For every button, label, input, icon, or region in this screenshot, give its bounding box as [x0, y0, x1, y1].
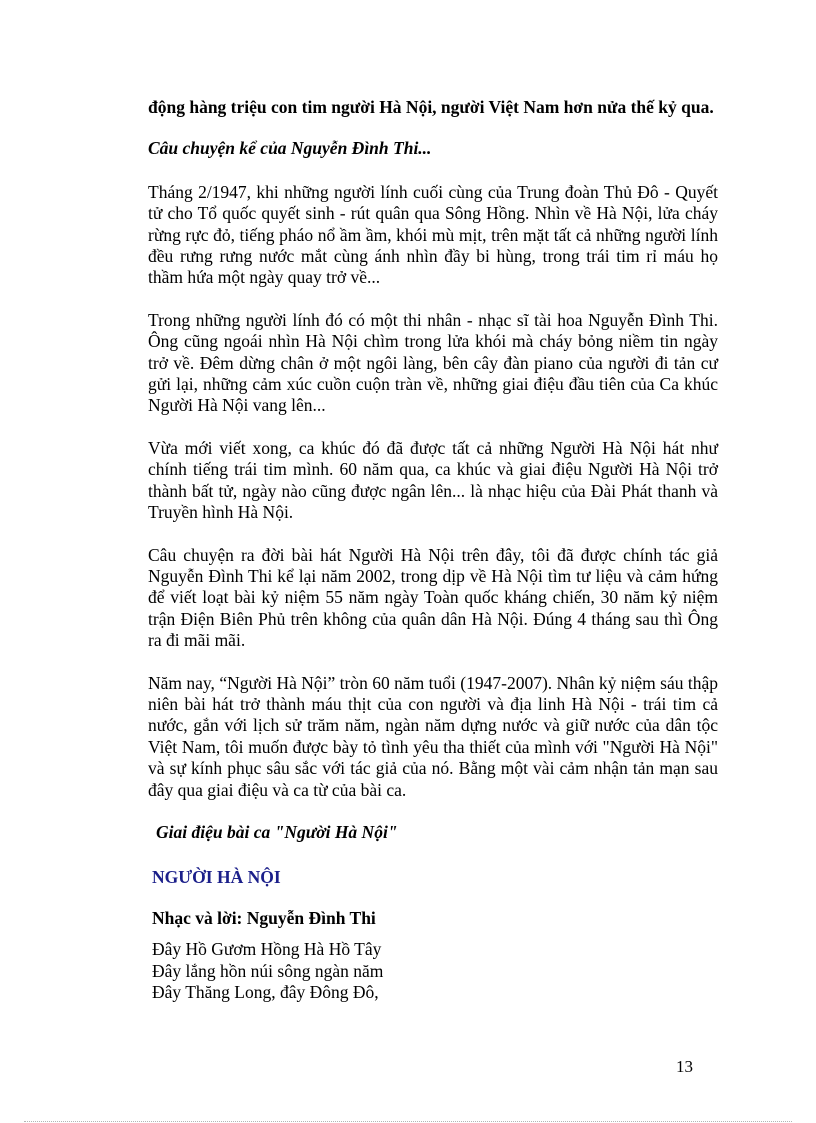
- paragraph: Câu chuyện ra đời bài hát Người Hà Nội trên đây, tôi đã được chính tác giả Nguyễn Đình Thi kể lại năm 2002, trong dịp về Hà Nội tìm tư liệu và cảm hứng để viết loạt bài kỷ niệm 55 năm ngày Toàn quốc kháng chiến, 30 năm kỷ niệm trận Điện Biên Phủ trên không của quân dân Hà Nội. Đúng 4 tháng sau thì Ông ra đi mãi mãi.: [148, 544, 718, 651]
- lyric-line: Đây lắng hồn núi sông ngàn năm: [152, 960, 384, 981]
- paragraph: Tháng 2/1947, khi những người lính cuối cùng của Trung đoàn Thủ Đô - Quyết tử cho Tổ quốc quyết sinh - rút quân qua Sông Hồng. Nhìn về Hà Nội, lửa cháy rừng rực đỏ, tiếng pháo nổ ầm ầm, khói mù mịt, trên mặt tất cả những người lính đều rưng rưng nước mắt cùng ánh nhìn đầy bi hùng, trong trái tim rỉ máu họ thầm hứa một ngày quay trở về...: [148, 181, 718, 288]
- intro-text: động hàng triệu con tim người Hà Nội, người Việt Nam hơn nửa thế kỷ qua.: [148, 97, 714, 117]
- song-lyrics: [152, 939, 718, 1003]
- story-heading: Câu chuyện kể của Nguyễn Đình Thi...: [148, 138, 432, 159]
- paragraph: Vừa mới viết xong, ca khúc đó đã được tất cả những Người Hà Nội hát như chính tiếng trái tim mình. 60 năm qua, ca khúc và giai điệu Người Hà Nội trở thành bất tử, ngày nào cũng được ngân lên... là nhạc hiệu của Đài Phát thanh và Truyền hình Hà Nội.: [148, 437, 718, 523]
- lyric-line: Đây Hồ Gươm Hồng Hà Hồ Tây: [152, 939, 382, 960]
- paragraph: Năm nay, “Người Hà Nội” tròn 60 năm tuổi (1947-2007). Nhân kỷ niệm sáu thập niên bài hát trở thành máu thịt của con người và địa linh Hà Nội - trái tim cả nước, gắn với lịch sử trăm năm, ngàn năm dựng nước và giữ nước của dân tộc Việt Nam, tôi muốn được bày tỏ tình yêu tha thiết của mình với "Người Hà Nội" và sự kính phục sâu sắc với tác giả của nó. Bằng một vài cảm nhận tản mạn sau đây qua giai điệu và ca từ của bài ca.: [148, 672, 718, 800]
- page-number: 13: [676, 1057, 693, 1076]
- melody-heading: Giai điệu bài ca "Người Hà Nội": [156, 821, 398, 842]
- page-body: [148, 97, 718, 1003]
- page-bottom-divider: [24, 1121, 792, 1122]
- song-credit: Nhạc và lời: Nguyễn Đình Thi: [152, 907, 376, 928]
- paragraph: Trong những người lính đó có một thi nhân - nhạc sĩ tài hoa Nguyễn Đình Thi. Ông cũng ngoái nhìn Hà Nội chìm trong lửa khói mà cháy bỏng niềm tin ngày trở về. Đêm dừng chân ở một ngôi làng, bên cây đàn piano của người đi tản cư gửi lại, những cảm xúc cuồn cuộn tràn về, những giai điệu đầu tiên của Ca khúc Người Hà Nội vang lên...: [148, 309, 718, 416]
- lyric-line: Đây Thăng Long, đây Đông Đô,: [152, 982, 379, 1002]
- song-title: NGƯỜI HÀ NỘI: [152, 867, 281, 888]
